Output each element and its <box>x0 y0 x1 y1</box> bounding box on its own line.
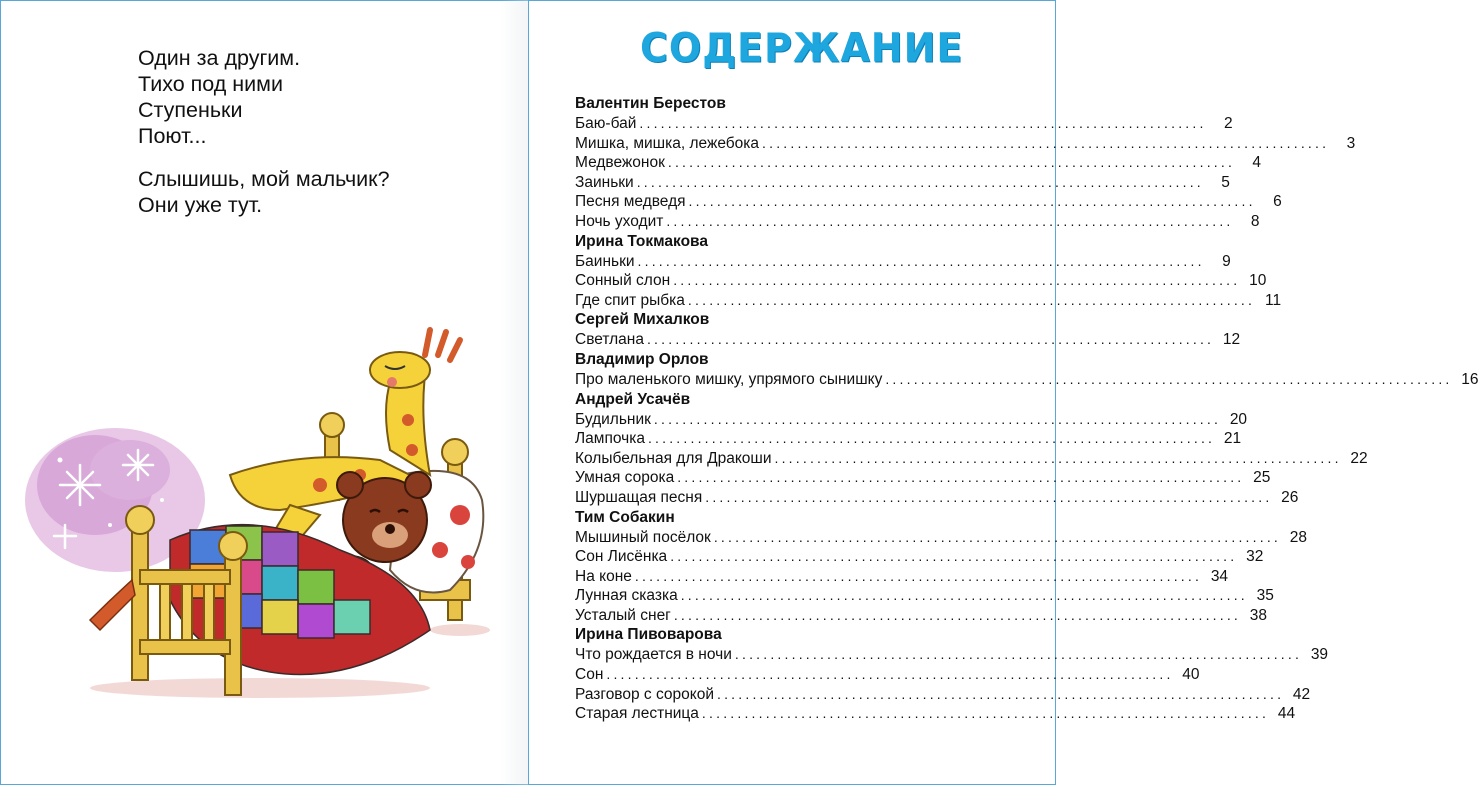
toc-entry-title: Разговор с сорокой <box>575 685 714 703</box>
toc-entry[interactable] <box>575 665 1200 685</box>
dot-leader: ................................................................................ <box>647 430 1216 447</box>
toc-entry-title: Усталый снег <box>575 606 671 624</box>
toc-entry-title: Где спит рыбка <box>575 291 685 309</box>
toc-entry[interactable] <box>575 547 1264 567</box>
toc-entry-title: Шуршащая песня <box>575 488 703 506</box>
toc-entry[interactable] <box>575 173 1230 193</box>
toc-entry-title: Светлана <box>575 331 644 349</box>
toc-entry-title: Сон Лисёнка <box>575 548 668 566</box>
toc-entry-title: Заиньки <box>575 173 634 191</box>
poem-line: Тихо под ними <box>138 72 283 96</box>
toc-entry-page: 38 <box>1249 606 1268 624</box>
toc-entry-page: 16 <box>1461 370 1479 388</box>
toc-entry-title: Что рождается в ночи <box>575 646 732 664</box>
toc-entry-title: Умная сорока <box>575 469 675 487</box>
toc-entry-page: 8 <box>1250 212 1260 230</box>
toc-entry[interactable] <box>575 567 1229 587</box>
toc-entry-page: 39 <box>1310 646 1329 664</box>
toc-entry-title: Про маленького мишку, упрямого сынишку <box>575 370 883 388</box>
toc-entry[interactable] <box>575 449 1368 469</box>
toc-entry-page: 32 <box>1246 548 1264 566</box>
toc-entry-page: 21 <box>1223 430 1242 448</box>
toc-entry[interactable] <box>575 291 1282 311</box>
toc-entry[interactable] <box>575 252 1231 272</box>
toc-entry[interactable] <box>575 330 1241 350</box>
toc-entry-page: 42 <box>1292 685 1311 703</box>
toc-entry-page: 3 <box>1346 134 1356 152</box>
table-of-contents <box>575 94 1479 724</box>
dot-leader: ................................................................................ <box>687 291 1256 308</box>
contents-title: СОДЕРЖАНИЕ <box>640 24 964 72</box>
toc-entry-title: Баю-бай <box>575 115 637 132</box>
dot-leader: ................................................................................ <box>670 548 1238 565</box>
toc-entry[interactable] <box>575 271 1267 291</box>
poem-line: Один за другим. <box>138 46 301 70</box>
toc-entry-page: 20 <box>1229 410 1248 428</box>
toc-entry-page: 44 <box>1277 705 1296 723</box>
toc-entry-title: Старая лестница <box>575 705 699 723</box>
toc-entry[interactable] <box>575 153 1262 173</box>
toc-entry[interactable] <box>575 134 1356 154</box>
toc-entry-page: 2 <box>1223 115 1233 132</box>
dot-leader: ................................................................................ <box>680 587 1248 604</box>
toc-entry-page: 25 <box>1253 469 1271 487</box>
toc-entry[interactable] <box>575 429 1242 449</box>
toc-entry[interactable] <box>575 586 1274 606</box>
toc-entry-title: Лампочка <box>575 430 645 448</box>
toc-entry[interactable] <box>575 212 1260 232</box>
toc-entry[interactable] <box>575 488 1299 508</box>
poem-line: Поют... <box>138 124 207 148</box>
toc-entry[interactable] <box>575 410 1248 430</box>
toc-entry[interactable] <box>575 645 1329 665</box>
dot-leader: ................................................................................ <box>634 567 1203 584</box>
toc-entry[interactable] <box>575 685 1311 705</box>
dot-leader: ................................................................................ <box>688 193 1256 210</box>
dot-leader: ................................................................................ <box>774 449 1342 466</box>
toc-entry[interactable] <box>575 468 1271 488</box>
toc-entry[interactable] <box>575 606 1268 626</box>
poem-line: Слышишь, мой мальчик? <box>138 167 390 191</box>
dot-leader: ................................................................................ <box>734 646 1303 663</box>
toc-entry-title: Будильник <box>575 410 651 428</box>
toc-entry[interactable] <box>575 370 1479 390</box>
dot-leader: ................................................................................ <box>673 272 1241 289</box>
toc-entry-page: 34 <box>1210 567 1229 585</box>
poem-line: Ступеньки <box>138 98 243 122</box>
toc-entry-title: Ночь уходит <box>575 212 664 230</box>
toc-author: Валентин Берестов <box>575 95 726 112</box>
toc-entry[interactable] <box>575 704 1296 724</box>
toc-entry-title: Медвежонок <box>575 154 665 172</box>
toc-entry-page: 28 <box>1289 528 1307 546</box>
poem-stanza <box>138 166 390 218</box>
toc-entry-title: Сонный слон <box>575 272 671 290</box>
poem-stanza <box>138 45 390 149</box>
toc-entry-title: Песня медведя <box>575 193 686 211</box>
toc-entry-page: 22 <box>1350 449 1368 467</box>
toc-entry-page: 9 <box>1222 252 1231 270</box>
toc-entry-page: 4 <box>1252 154 1262 172</box>
toc-author: Владимир Орлов <box>575 350 709 368</box>
dot-leader: ................................................................................ <box>666 212 1234 229</box>
toc-entry-title: Баиньки <box>575 252 635 270</box>
toc-entry-page: 40 <box>1182 666 1200 684</box>
toc-author: Ирина Пивоварова <box>575 626 722 644</box>
toc-entry-page: 11 <box>1265 291 1282 309</box>
toc-entry-page: 35 <box>1256 587 1274 605</box>
dot-leader: ................................................................................ <box>713 528 1281 545</box>
dot-leader: ................................................................................ <box>606 666 1174 683</box>
toc-entry-page: 5 <box>1221 173 1230 191</box>
toc-author: Сергей Михалков <box>575 311 710 329</box>
toc-entry[interactable] <box>575 192 1282 212</box>
dot-leader: ................................................................................ <box>653 410 1222 427</box>
dot-leader: ................................................................................ <box>885 370 1453 387</box>
toc-author: Ирина Токмакова <box>575 232 708 250</box>
toc-entry-title: Колыбельная для Дракоши <box>575 449 772 467</box>
dot-leader: ................................................................................ <box>639 115 1207 131</box>
toc-author: Тим Собакин <box>575 508 675 526</box>
toc-entry-page: 6 <box>1273 193 1282 211</box>
page-gutter <box>500 0 528 785</box>
dot-leader: ................................................................................ <box>646 331 1215 348</box>
poem <box>138 45 390 235</box>
dot-leader: ................................................................................ <box>717 685 1285 702</box>
toc-entry-title: Мишка, мишка, лежебока <box>575 134 760 152</box>
toc-entry[interactable] <box>575 528 1307 548</box>
toc-entry-title: Мышиный посёлок <box>575 528 711 546</box>
dot-leader: ................................................................................ <box>637 252 1205 269</box>
dot-leader: ................................................................................ <box>673 606 1242 623</box>
toc-entry-title: Лунная сказка <box>575 587 678 605</box>
toc-author: Андрей Усачёв <box>575 390 691 408</box>
toc-entry-page: 10 <box>1249 272 1267 290</box>
dot-leader: ................................................................................ <box>677 469 1245 486</box>
toc-entry-title: На коне <box>575 567 632 585</box>
giraffe-tail <box>90 580 135 630</box>
toc-entry[interactable] <box>575 114 1233 134</box>
dot-leader: ................................................................................ <box>636 173 1204 190</box>
dot-leader: ................................................................................ <box>701 705 1270 722</box>
dot-leader: ................................................................................ <box>705 488 1273 505</box>
toc-entry-page: 26 <box>1281 488 1299 506</box>
dot-leader: ................................................................................ <box>762 134 1330 151</box>
dot-leader: ................................................................................ <box>667 154 1236 171</box>
bear-giraffe-bed-illustration <box>20 300 500 710</box>
toc-entry-page: 12 <box>1222 331 1241 349</box>
poem-line: Они уже тут. <box>138 193 263 217</box>
toc-entry-title: Сон <box>575 666 604 684</box>
